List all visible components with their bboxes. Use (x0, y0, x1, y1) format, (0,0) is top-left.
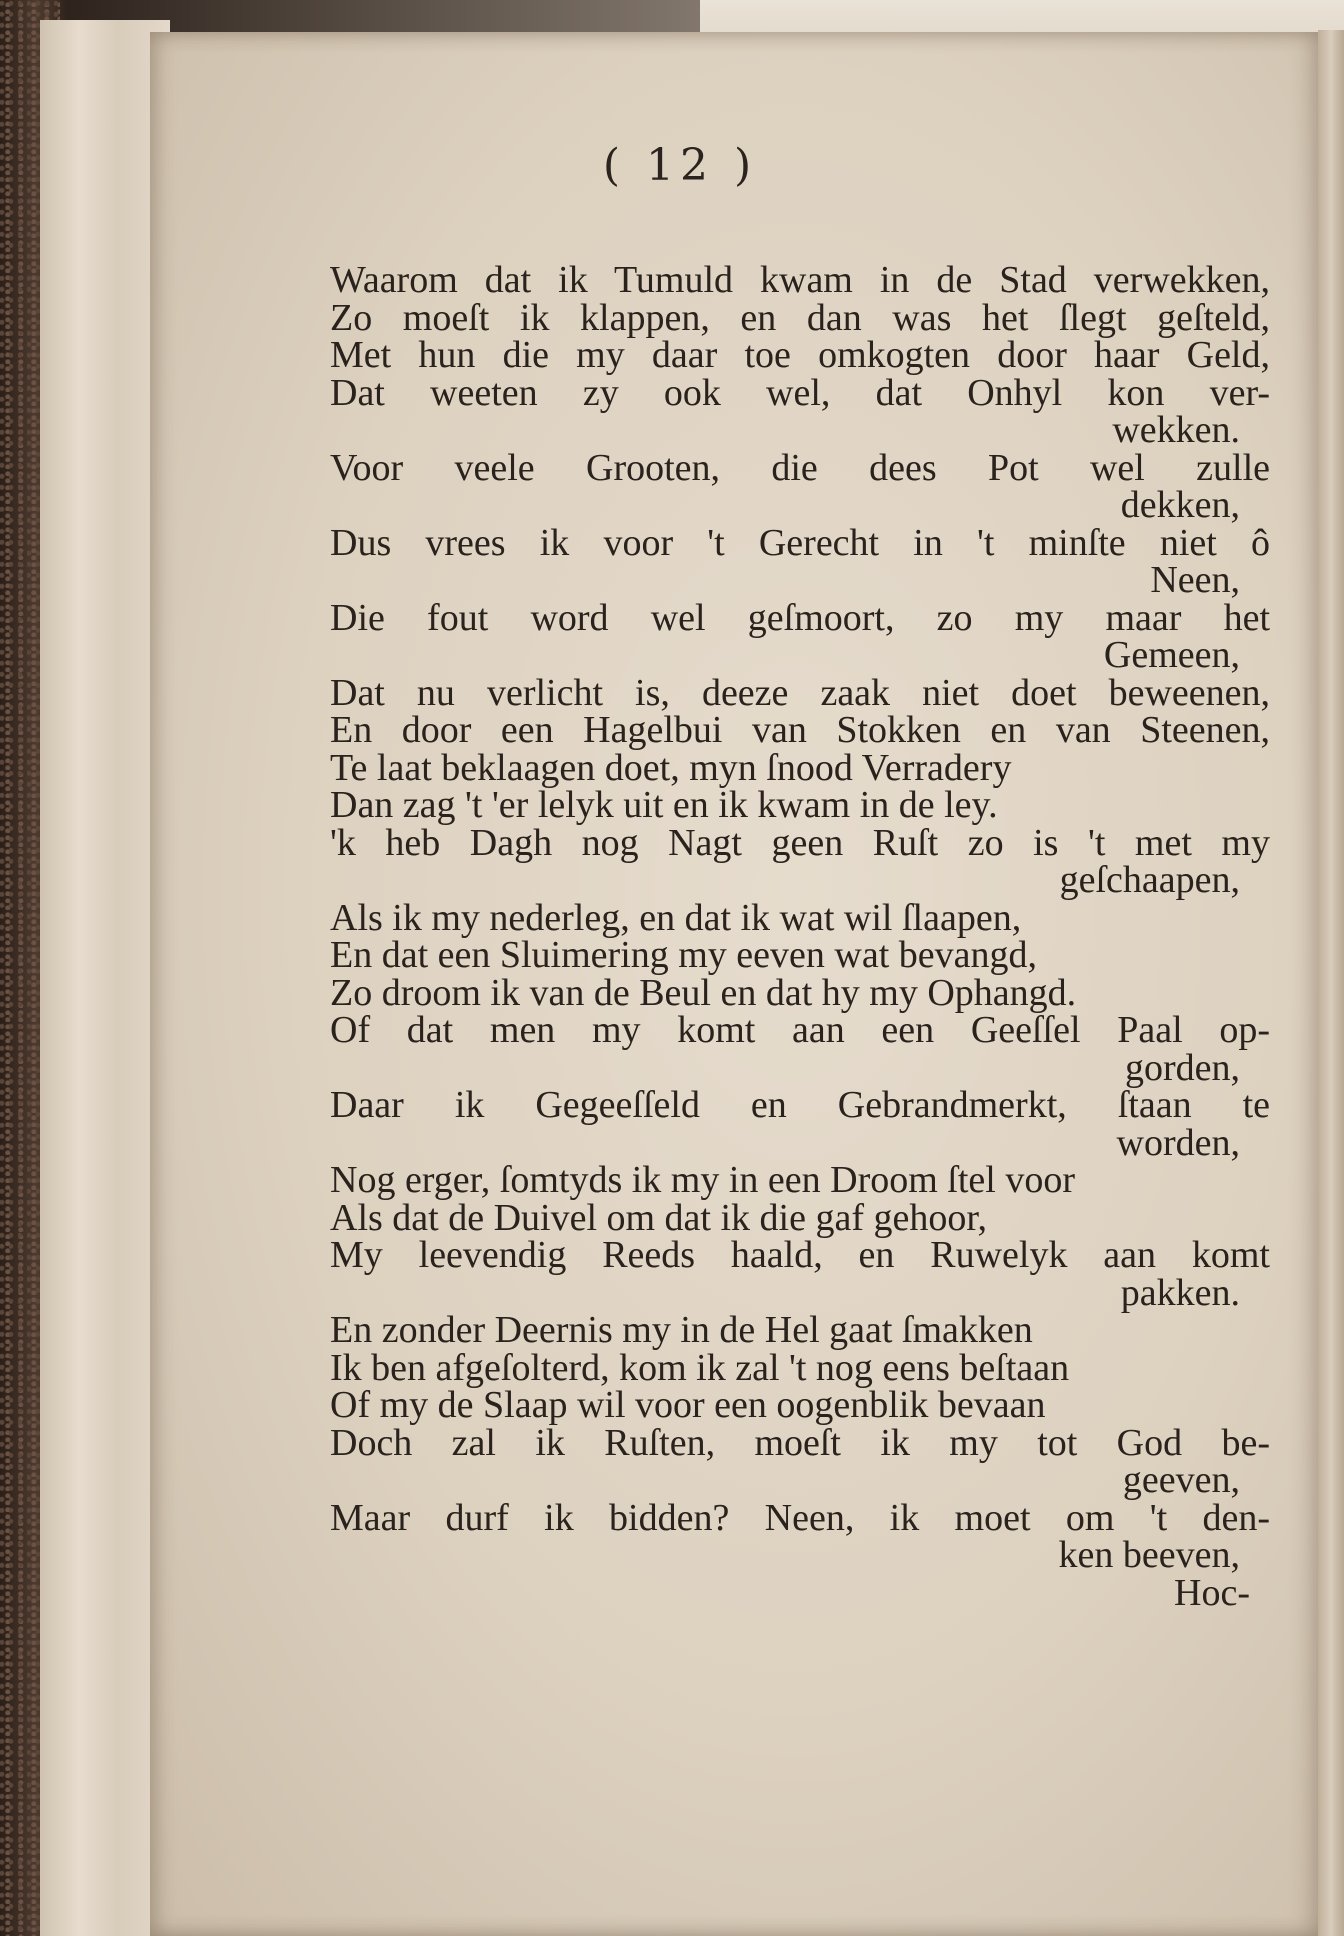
text-line: My leevendig Reeds haald, en Ruwelyk aan komt (330, 1234, 1270, 1276)
text-line: Daar ik Gegeeſſeld en Gebrandmerkt, ſtaan te (330, 1084, 1270, 1126)
text-line: gorden, (1124, 1046, 1240, 1089)
poem-text (330, 259, 1270, 1614)
text-line: Doch zal ik Ruſten, moeſt ik my tot God be- (330, 1421, 1270, 1464)
text-line: dekken, (1120, 484, 1240, 526)
text-line: Ik ben afgeſolterd, kom ik zal 't nog eens beſtaan (330, 1346, 1070, 1389)
text-line: Hoc- (1174, 1571, 1250, 1614)
text-line: Dus vrees ik voor 't Gerecht in 't minſte niet ô (330, 521, 1270, 564)
text-line: Die fout word wel geſmoort, zo my maar het (330, 596, 1270, 639)
text-line: Dan zag 't 'er lelyk uit en ik kwam in de ley. (330, 784, 998, 826)
text-line: 'k heb Dagh nog Nagt geen Ruſt zo is 't met my (330, 821, 1270, 864)
text-line: Gemeen, (1103, 634, 1240, 676)
text-line: geeven, (1122, 1459, 1240, 1501)
text-line: Of dat men my komt aan een Geeſſel Paal op- (330, 1009, 1270, 1051)
text-line: ken beeven, (1058, 1534, 1240, 1576)
text-line: Nog erger, ſomtyds ik my in een Droom ſtel voor (330, 1159, 1075, 1201)
text-line: Neen, (1150, 559, 1240, 601)
text-line: En dat een Sluimering my eeven wat bevangd, (330, 934, 1038, 976)
text-line: Als ik my nederleg, en dat ik wat wil ſlaapen, (330, 896, 1022, 939)
page-right-edge (1318, 30, 1344, 1936)
text-line: Waarom dat ik Tumuld kwam in de Stad verwekken, (330, 259, 1270, 301)
text-line: Of my de Slaap wil voor een oogenblik bevaan (330, 1384, 1046, 1426)
text-line: wekken. (1112, 409, 1240, 451)
text-line: En door een Hagelbui van Stokken en van Steenen, (330, 709, 1270, 751)
text-line: Voor veele Grooten, die dees Pot wel zulle (330, 446, 1270, 489)
text-line: Met hun die my daar toe omkogten door haar Geld, (330, 334, 1270, 376)
text-line: pakken. (1120, 1271, 1240, 1314)
text-line: Zo droom ik van de Beul en dat hy my Ophangd. (330, 971, 1077, 1014)
text-line: Als dat de Duivel om dat ik die gaf gehoor, (330, 1196, 987, 1239)
text-line: worden, (1116, 1121, 1240, 1164)
text-line: Dat nu verlicht is, deeze zaak niet doet beweenen, (330, 671, 1270, 714)
text-line: Dat weeten zy ook wel, dat Onhyl kon ver- (330, 371, 1270, 414)
text-line: geſchaapen, (1059, 859, 1240, 901)
text-line: Te laat beklaagen doet, myn ſnood Verradery (330, 746, 1012, 789)
text-line: En zonder Deernis my in de Hel gaat ſmakken (330, 1309, 1033, 1351)
text-line: Zo moeſt ik klappen, en dan was het ſlegt geſteld, (330, 296, 1270, 339)
page-number: ( 12 ) (602, 140, 758, 191)
text-line: Maar durf ik bidden? Neen, ik moet om 't den- (330, 1496, 1270, 1539)
